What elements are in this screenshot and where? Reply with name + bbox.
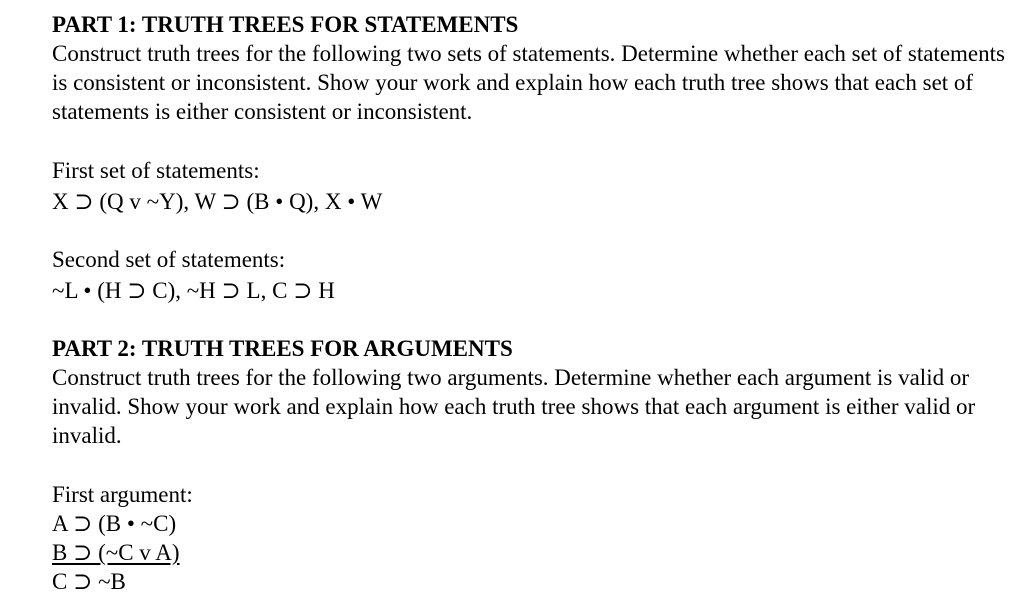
spacer [52,450,1017,480]
first-argument-label: First argument: [52,482,193,507]
argument-premise-2 [52,538,1017,567]
first-set-statements: X ⊃ (Q v ~Y), W ⊃ (B • Q), X • W [52,189,383,214]
spacer [52,216,1017,245]
part2-instructions: Construct truth trees for the following two arguments. Determine whether each argument is valid or invalid. Show your work and explain how each truth tree shows that each argument is either valid or invalid. [52,365,976,448]
argument-premise-1: A ⊃ (B • ~C) [52,511,177,536]
second-set-label: Second set of statements: [52,247,286,272]
argument-conclusion: C ⊃ ~B [52,569,126,594]
spacer [52,126,1017,156]
first-set-label: First set of statements: [52,158,260,183]
part1-instructions: Construct truth trees for the following two sets of statements. Determine whether each set of statements is consistent or inconsistent. Show your work and explain how each truth tree shows that each set of statements is either consistent or inconsistent. [52,41,1005,124]
spacer [52,305,1017,334]
part2-heading: PART 2: TRUTH TREES FOR ARGUMENTS [52,336,513,361]
second-set-statements: ~L • (H ⊃ C), ~H ⊃ L, C ⊃ H [52,278,335,303]
part1-heading: PART 1: TRUTH TREES FOR STATEMENTS [52,12,519,37]
argument-premise-2-text: B ⊃ (~C v A) [52,540,180,565]
document-page [52,10,1017,596]
